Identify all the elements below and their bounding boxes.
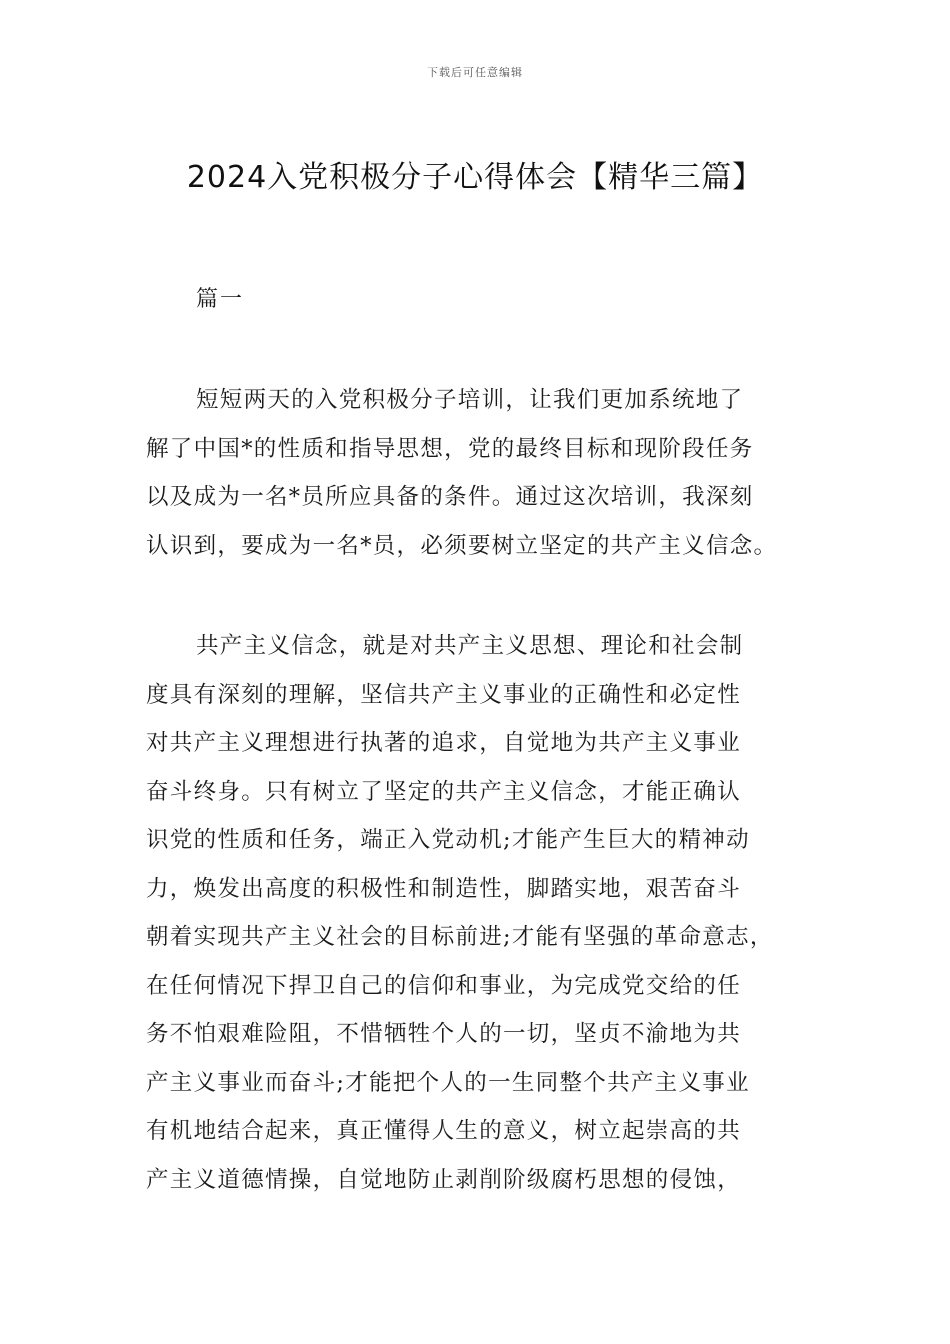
document-title: 2024入党积极分子心得体会【精华三篇】	[186, 160, 764, 195]
paragraph-line: 在任何情况下捍卫自己的信仰和事业，为完成党交给的任	[146, 972, 742, 999]
paragraph-2	[146, 622, 832, 1204]
paragraph-line: 力，焕发出高度的积极性和制造性，脚踏实地，艰苦奋斗	[146, 875, 742, 902]
paragraph-line: 对共产主义理想进行执著的追求，自觉地为共产主义事业	[146, 730, 742, 756]
section-label: 篇一	[196, 287, 245, 312]
paragraph-1	[146, 376, 832, 570]
paragraph-line: 解了中国*的性质和指导思想，党的最终目标和现阶段任务	[146, 435, 754, 462]
paragraph-line: 认识到，要成为一名*员，必须要树立坚定的共产主义信念。	[146, 532, 778, 559]
paragraph-line: 短短两天的入党积极分子培训，让我们更加系统地了	[196, 387, 744, 413]
paragraph-line: 以及成为一名*员所应具备的条件。通过这次培训，我深刻	[146, 484, 754, 510]
paragraph-line: 务不怕艰难险阻，不惜牺牲个人的一切，坚贞不渝地为共	[146, 1021, 742, 1047]
paragraph-line: 有机地结合起来，真正懂得人生的意义，树立起崇高的共	[146, 1118, 742, 1144]
paragraph-line: 识党的性质和任务，端正入党动机;才能产生巨大的精神动	[146, 827, 750, 853]
header-note: 下载后可任意编辑	[427, 66, 523, 79]
paragraph-line: 度具有深刻的理解，坚信共产主义事业的正确性和必定性	[146, 681, 742, 708]
paragraph-line: 共产主义信念，就是对共产主义思想、理论和社会制	[196, 633, 744, 659]
paragraph-line: 奋斗终身。只有树立了坚定的共产主义信念，才能正确认	[146, 778, 742, 805]
paragraph-line: 产主义事业而奋斗;才能把个人的一生同整个共产主义事业	[146, 1069, 750, 1096]
paragraph-line: 朝着实现共产主义社会的目标前进;才能有坚强的革命意志，	[146, 924, 774, 950]
paragraph-line: 产主义道德情操，自觉地防止剥削阶级腐朽思想的侵蚀，	[146, 1166, 742, 1193]
